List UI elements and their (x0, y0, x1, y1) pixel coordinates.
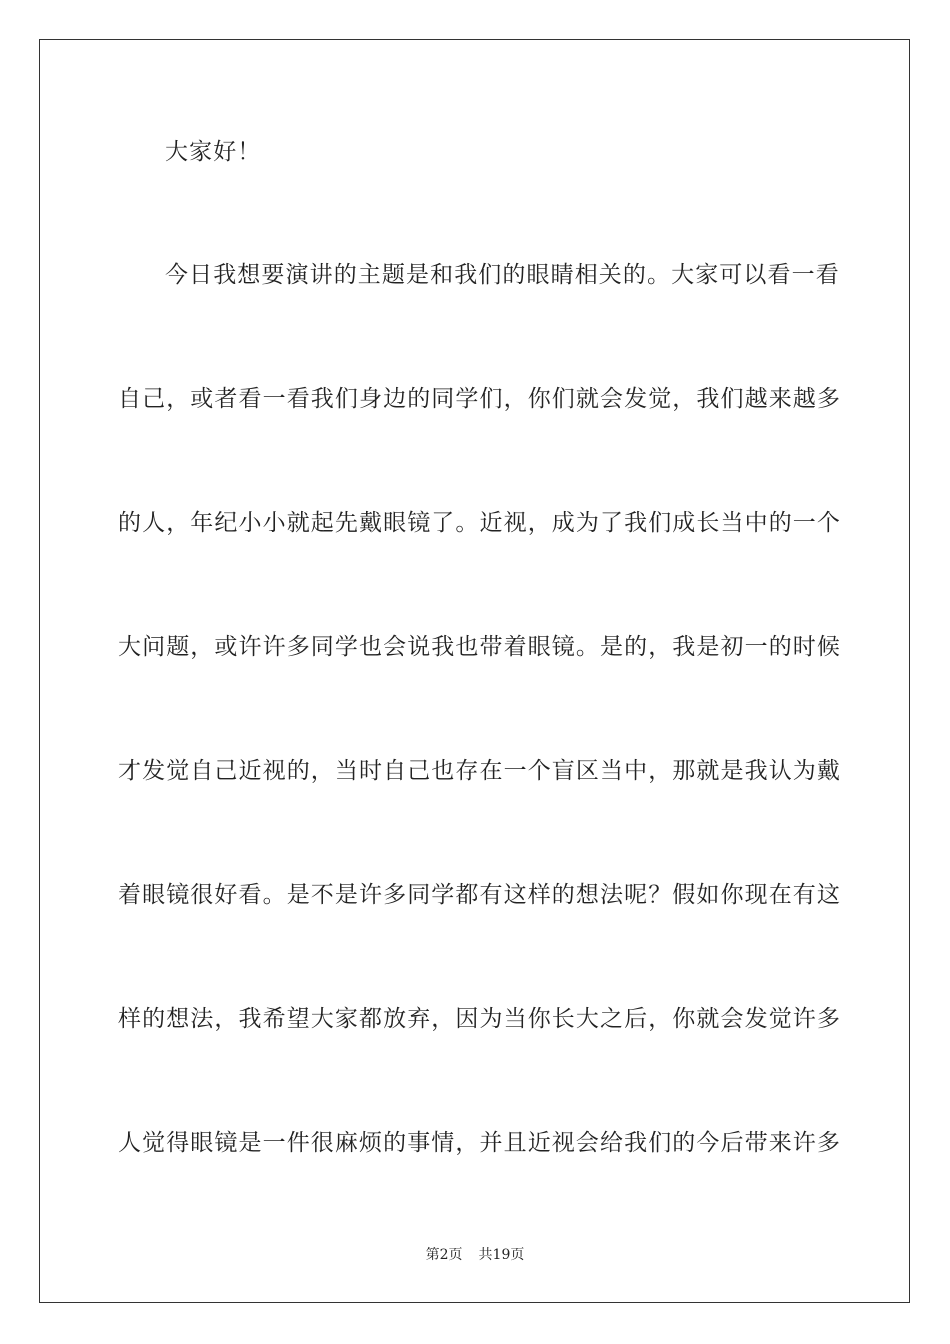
page-number: 第2页 (425, 1247, 463, 1263)
page-border (39, 39, 910, 1303)
page-total: 共19页 (478, 1247, 525, 1263)
body-line-1: 今日我想要演讲的主题是和我们的眼睛相关的。大家可以看一看 (165, 262, 840, 288)
body-line-8: 人觉得眼镜是一件很麻烦的事情，并且近视会给我们的今后带来许多 (118, 1130, 841, 1156)
greeting-line: 大家好！ (165, 139, 262, 165)
body-line-3: 的人，年纪小小就起先戴眼镜了。近视，成为了我们成长当中的一个 (118, 510, 841, 536)
page-footer (0, 1246, 950, 1264)
body-line-4: 大问题，或许许多同学也会说我也带着眼镜。是的，我是初一的时候 (118, 634, 841, 660)
body-line-7: 样的想法，我希望大家都放弃，因为当你长大之后，你就会发觉许多 (118, 1006, 841, 1032)
body-line-2: 自己，或者看一看我们身边的同学们，你们就会发觉，我们越来越多 (118, 386, 841, 412)
body-line-5: 才发觉自己近视的，当时自己也存在一个盲区当中，那就是我认为戴 (118, 758, 841, 784)
body-line-6: 着眼镜很好看。是不是许多同学都有这样的想法呢？假如你现在有这 (118, 882, 841, 908)
